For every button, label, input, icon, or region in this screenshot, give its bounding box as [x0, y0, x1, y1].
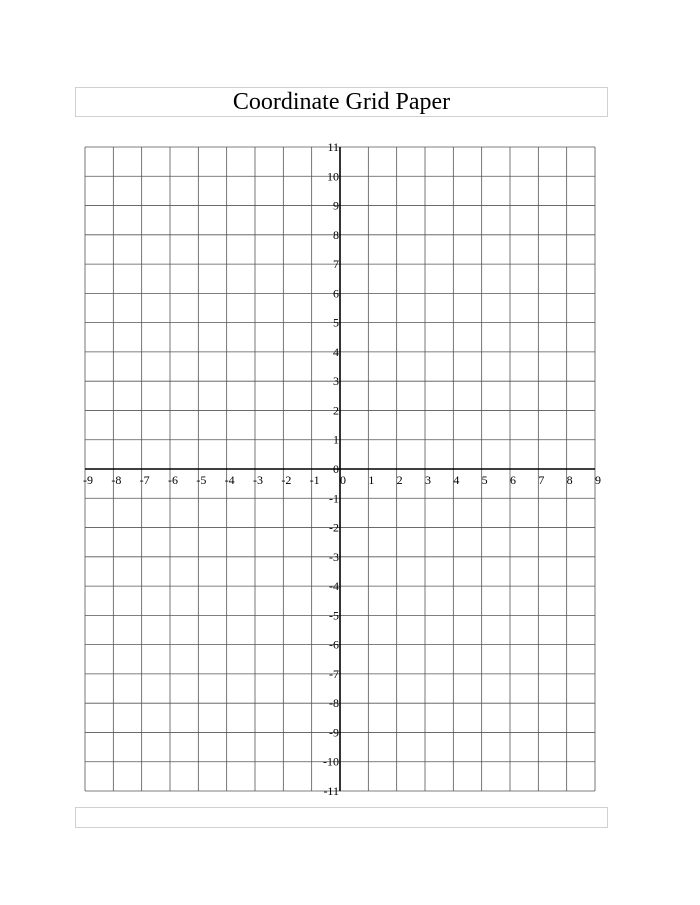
- x-tick-label: 3: [425, 473, 431, 487]
- y-tick-label: 1: [333, 432, 339, 447]
- y-tick-label: -10: [323, 754, 339, 769]
- y-tick-label: -3: [329, 549, 339, 564]
- y-tick-label: 11: [327, 140, 339, 154]
- x-tick-label: -8: [111, 473, 122, 487]
- x-tick-label: -2: [281, 473, 292, 487]
- y-tick-label: 2: [333, 403, 339, 418]
- x-tick-label: 8: [566, 473, 573, 487]
- y-tick-label: -1: [329, 491, 339, 506]
- x-axis-labels: [83, 473, 601, 487]
- x-tick-label: -7: [139, 473, 150, 487]
- footer-box: [75, 807, 608, 828]
- y-tick-label: -2: [329, 520, 339, 535]
- y-tick-label: -8: [329, 696, 339, 711]
- x-tick-label: 9: [595, 473, 601, 487]
- x-tick-label: 2: [396, 473, 403, 487]
- y-tick-label: 8: [333, 227, 339, 242]
- y-tick-label: 4: [333, 344, 339, 359]
- x-tick-label: 1: [368, 473, 375, 487]
- y-tick-label: -11: [323, 784, 339, 798]
- y-tick-label: 6: [333, 286, 339, 301]
- y-tick-label: -9: [329, 725, 339, 740]
- x-tick-label: -1: [309, 473, 320, 487]
- y-tick-label: -6: [329, 637, 339, 652]
- y-tick-label: 9: [333, 198, 339, 213]
- y-tick-label: 0: [333, 462, 339, 476]
- x-tick-label: -6: [168, 473, 178, 487]
- x-tick-label: 4: [453, 473, 460, 487]
- y-tick-label: 3: [333, 374, 339, 389]
- x-tick-label: 6: [510, 473, 516, 487]
- x-tick-label: -5: [196, 473, 207, 487]
- y-tick-label: -5: [329, 608, 339, 623]
- x-tick-label: -9: [83, 473, 93, 487]
- y-tick-label: -4: [329, 579, 339, 594]
- y-tick-label: 7: [333, 257, 339, 272]
- y-tick-label: -7: [329, 666, 339, 681]
- y-tick-label: 5: [333, 315, 339, 330]
- axes: [85, 147, 595, 791]
- x-tick-label: 7: [538, 473, 545, 487]
- y-tick-label: 10: [327, 169, 339, 184]
- x-tick-label: 0: [340, 473, 346, 487]
- x-tick-label: -4: [224, 473, 235, 487]
- x-tick-label: -3: [253, 473, 263, 487]
- x-tick-label: 5: [481, 473, 488, 487]
- page-title: Coordinate Grid Paper: [232, 88, 451, 115]
